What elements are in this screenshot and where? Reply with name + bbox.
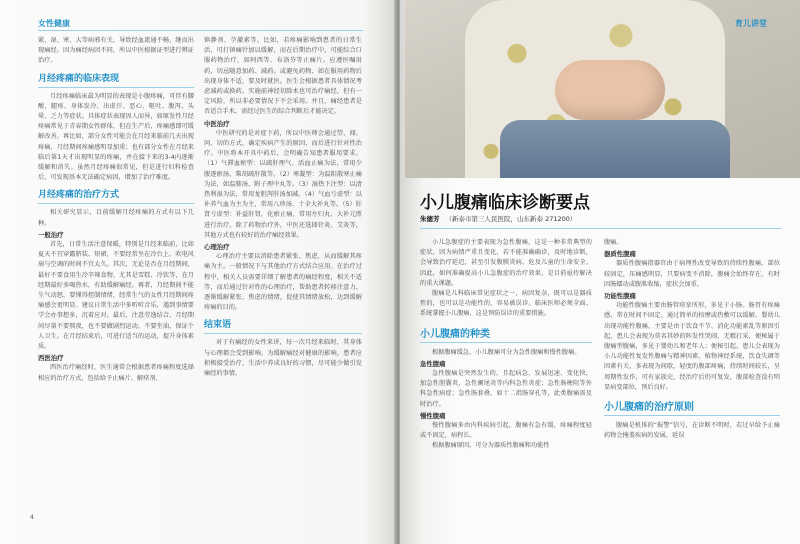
jeans-shape bbox=[500, 120, 730, 178]
right-column-1 bbox=[420, 238, 592, 452]
section-title-conclusion: 结束语 bbox=[204, 319, 362, 334]
general-treatment-paragraph: 首先，日常生活注意保暖，特别是月经来临前，比如夏天不宜穿露脐装、短裙，不要经常坐在冷台上、吹电风扇与空调的时间不宜太久。其次，无论是否在月经期间，最好不要食用生冷辛辣食物，尤其是雪糕、冷饮等，在月经期最好多喝热水，有助缓解痛经。再者，月经期间不能生气动怒，要懂得控制情绪，经常生气的女性月经期间疼痛感会更明显。建议日常生活中多听听音乐，遇到事情要学会办事想多，沉着应对。最后，注意劳逸结合，月经期间尽量不要熬夜，也不要做剧烈运动，不要坐油，保证个人卫生。在月经结束后，可进行适当的运动，提升身体素质。 bbox=[38, 241, 194, 351]
section-title-principles: 小儿腹痛的治疗原则 bbox=[604, 400, 780, 416]
subheading-tcm: 中医治疗 bbox=[204, 119, 230, 128]
left-column-1 bbox=[38, 36, 194, 384]
hands-shape bbox=[555, 60, 665, 120]
ra-paragraph-6: 根据腹痛原因，可分为器质性腹痛和功能性 bbox=[432, 442, 550, 450]
treatment-intro: 相关研究显示，目前缓解月经疼痛的方式有以下几种。 bbox=[38, 209, 194, 227]
left-header-rule bbox=[38, 30, 363, 31]
tcm-paragraph: 中医研究的是对症下药，所以中医师会通过望、闻、问、切的方式，确定疾病产生的原因，而后进行针对性治疗。中医将本开具中药后，会明确告知患者服用要求。（1）气滞血瘀型：以疏肝理气、活血止痛为法，常用少腹逐瘀汤、柴胡疏肝散等。（2）寒凝型：为温阳散寒止痛为法，如温肺汤、附子理中丸等。（3）湿热下注型：以清热利湿为法，常用龙胆泻肝汤加减。（4）气血亏虚型：以补养气血为主为主，常用八珍汤、十全大补丸等。（5）肝肾亏虚型：补益肝肾，化瘀止痛，常用左归丸、大补元煎进行治疗。除了药物治疗外，中医还选择针灸、艾灸等，其他方式也有较好的治疗痛经效果。 bbox=[204, 129, 362, 239]
subheading-organic: 器质性腹痛 bbox=[604, 250, 636, 259]
section-title-treatment: 月经疼痛的治疗方式 bbox=[38, 189, 194, 204]
psych-paragraph: 心理治疗主要以消除患者紧张、焦虑，从而缓解其疼痛为主。一般情况下与其他治疗方式结合应用。在治疗过程中，相关人员需要详细了解患者的痛经程度，相关不适等，而后通过针对性的心理治疗，帮助患者转移注意力、逐渐缓解紧张、焦虑的情绪，促使其情绪放松，达到缓解疼痛的目的。 bbox=[204, 253, 362, 312]
intro-paragraph: 紧、湿、寒、大等病邪有关，导致经血流通不畅，继而出现痛经。因为痛经病因不同，所以中医根据证型进行辨证治疗。 bbox=[38, 37, 194, 65]
right-column-2 bbox=[604, 238, 780, 441]
conclusion-paragraph: 对于有痛经的女性来讲，每一次月经来临时，其身体与心理都会受到影响。为缓解痛经对健康的影响，患者应积极接受治疗，生活中养成良好的习惯，尽可能少做引发痛经的事情。 bbox=[204, 339, 362, 378]
ra-chronic-paragraph: 慢性腹痛多由内科疾病引起，腹痛有急有缓，疼痛程度轻或不固定，病程长。 bbox=[420, 422, 592, 440]
author-name: 朱德芳 bbox=[420, 215, 440, 223]
author-line bbox=[420, 214, 576, 223]
subheading-general: 一般治疗 bbox=[38, 230, 64, 239]
left-page bbox=[0, 0, 396, 544]
subheading-acute: 急性腹痛 bbox=[420, 359, 446, 368]
subheading-western: 西医治疗 bbox=[38, 354, 64, 363]
ra-paragraph-2: 腹痛是儿科临床常见症状之一，病因复杂，既可以是器质性的，也可以是功能性的，容易被误诊。临床医师必须全面、系统掌握小儿腹痛，这是预防误诊的重要措施。 bbox=[420, 290, 592, 318]
rb-principles-paragraph: 腹痛是机体的“报警”信号，在诊断不明时，若过早给予止痛药物会掩盖疾病的发展，延误 bbox=[604, 422, 780, 440]
subheading-psych: 心理治疗 bbox=[204, 243, 230, 252]
ra-paragraph-3: 根据腹痛缓急，小儿腹痛可分为急性腹痛和慢性腹痛。 bbox=[432, 348, 581, 356]
section-title-clinical: 月经疼痛的临床表现 bbox=[38, 73, 194, 88]
western-treatment-paragraph: 西医治疗痛经时，医生通常会根据患者疼痛程度选择相应的治疗方式，包括给予止痛片、解痉剂、 bbox=[38, 364, 194, 382]
author-rule bbox=[420, 228, 782, 229]
left-page-header: 女性健康 bbox=[38, 19, 70, 28]
section-title-types: 小儿腹痛的种类 bbox=[420, 327, 592, 343]
rb-paragraph-1: 腹痛。 bbox=[604, 239, 623, 246]
rb-organic-paragraph: 器质性腹痛指器官由于病理性改变导致的持续性腹痛，部位较固定，压痛感明显，只要病变不消除，腹痛会始终存在，有时因肠蠕动或腹肌收缩，症状会加重。 bbox=[604, 260, 780, 288]
clinical-paragraph: 月经疼痛临床最为明显的表现是小腹疼痛，可伴有腰酸、腿疼、身体发冷、出虚汗、恶心、呕吐、腹泻、头晕、乏力等症状。具体症状表现因人而异，如原发性月经疼痛常见于青春期女性群体，但在生产后，疼痛感即可缓解改善。再比如，部分女性可能会在月经来临前几天出现疼痛，月经期间疼痛感明显加重；也有部分女性在月经来临后第1天才出现明显的疼痛，并在接下来的3-4内逐渐缓解和消失。虽然月经疼痛很常见，但是进行妇科检查后，可发现基本无法确定病因，增加了治疗难度。 bbox=[38, 92, 194, 182]
subheading-chronic: 慢性腹痛 bbox=[420, 411, 446, 420]
subheading-functional: 功能性腹痛 bbox=[604, 292, 636, 301]
medication-paragraph: 镇静剂、孕激素等。比如，若疼痛影响到患者的日常生活，可打镇痛针加以缓解，而在后期治疗中，可能综合口服药物治疗，如阿西等、布洛芬等止痛片。应遵医嘱用药，切忌随意加药、减药。或避免药物、如在服用药物后出现身体不适，要及时就医。医生会根据患者具体情况考虑减药或换药。实施前神经切除术也可治疗痛经，但有一定风险，所以非必要情况下不会采用。并且，痛经患者是否适合手术，需经过医生的综合判断后才能决定。 bbox=[204, 37, 362, 116]
ra-acute-paragraph: 急性腹痛是突然发生的，且起病急、发展迅速、变化快，加急性胆囊炎、急性阑尾炎等内科急性炎症；急性肠梗阻等外科急性病症；急性肠套叠、如十二指肠穿孔等，此类腹痛需及时治疗。 bbox=[420, 370, 592, 408]
article-title: 小儿腹痛临床诊断要点 bbox=[420, 193, 590, 213]
left-page-number: 4 bbox=[30, 514, 34, 521]
author-affiliation: （新泰市第三人民医院，山东新泰 271200） bbox=[445, 215, 577, 223]
ra-intro-paragraph: 小儿急腹症的主要表现为急性腹痛，这是一种非常典型的症状，因为病情严重且变化，若不能准确确诊，及时地诊断，会导致治疗延迟，甚至引发腹膜炎病、危及儿童的生命安全。因此，如何准确提高小儿急腹症的治疗效果，是目前亟待解决的重大课题。 bbox=[420, 239, 592, 287]
right-page-header: 育儿讲堂 bbox=[735, 19, 767, 28]
rb-functional-paragraph: 功能性腹痛主要由肠管痉挛所形，多见于小肠。肠胃有疼痛感，常在时间不固定、通过简单的按摩或热敷可以缓解。婴幼儿出现功能性腹痛，主要是由于饮食不节、消化功能素乱等原因引起，患儿会表现为莫名其妙的阵发性哭闹，无精打采，便秘属于腹痛型腹痛，多见于婴幼儿和老年人；便秘引起。患儿会表现为小儿功能性复发性腹痛与精神因素、植物神经系统，饮食失调等因素有关，多表现为间歇，轻度的腹部疼痛，持续时间较长，呈周期性发作，可有家族史，经治疗后仍可复发，腹部检查没有明显病变部位，预后良好。 bbox=[604, 302, 780, 391]
left-column-2 bbox=[204, 36, 362, 379]
